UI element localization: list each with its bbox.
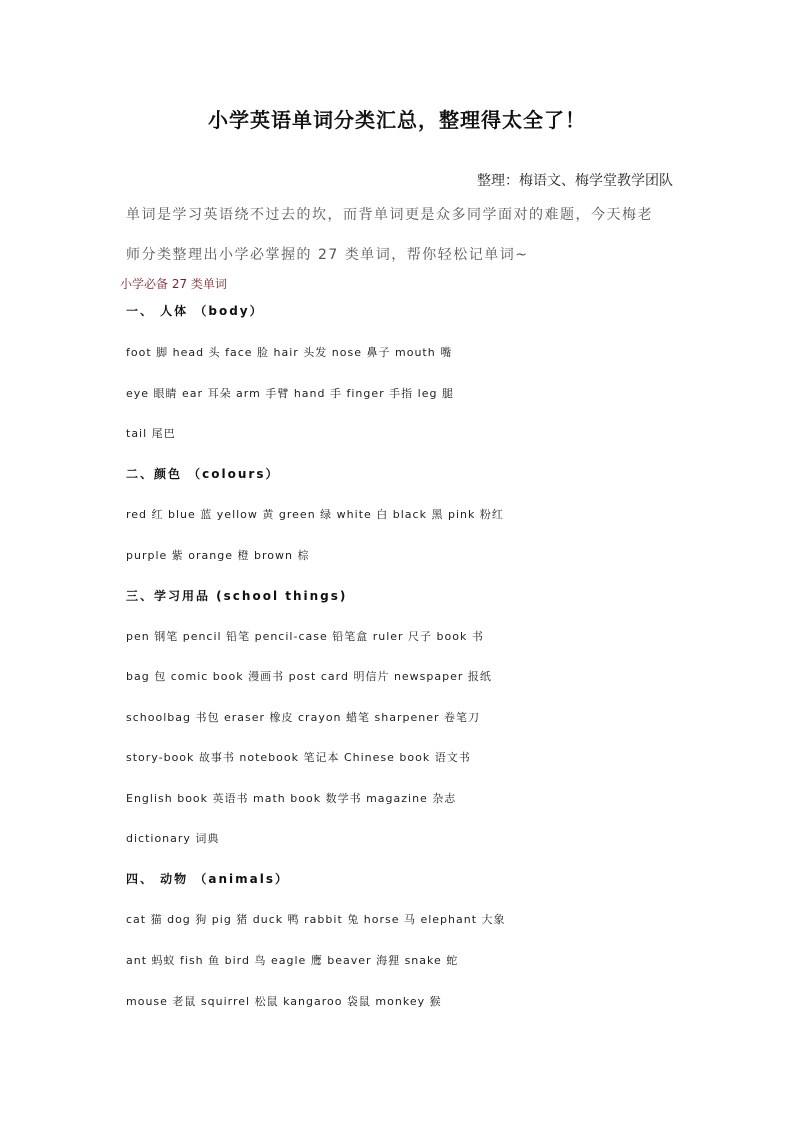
vocab-line: dictionary 词典 — [126, 832, 220, 845]
vocab-line: tail 尾巴 — [126, 427, 176, 440]
vocab-line: purple 紫 orange 橙 brown 棕 — [126, 549, 310, 562]
page-title: 小学英语单词分类汇总，整理得太全了！ — [208, 108, 586, 132]
vocab-line: schoolbag 书包 eraser 橡皮 crayon 蜡笔 sharpener 卷笔刀 — [126, 711, 480, 724]
vocab-line: foot 脚 head 头 face 脸 hair 头发 nose 鼻子 mouth 嘴 — [126, 346, 453, 359]
section-heading-body: 一、 人体 （body） — [126, 304, 264, 318]
vocab-line: mouse 老鼠 squirrel 松鼠 kangaroo 袋鼠 monkey 猴 — [126, 995, 442, 1008]
vocab-line: story-book 故事书 notebook 笔记本 Chinese book 语文书 — [126, 751, 471, 764]
subheading: 小学必备 27 类单词 — [120, 277, 227, 291]
section-heading-colours: 二、颜色 （colours） — [126, 467, 280, 481]
section-heading-animals: 四、 动物 （animals） — [126, 872, 289, 886]
vocab-line: ant 蚂蚁 fish 鱼 bird 鸟 eagle 鹰 beaver 海狸 snake 蛇 — [126, 954, 459, 967]
vocab-line: English book 英语书 math book 数学书 magazine 杂志 — [126, 792, 457, 805]
section-heading-school-things: 三、学习用品 (school things) — [126, 589, 348, 603]
vocab-line: eye 眼睛 ear 耳朵 arm 手臂 hand 手 finger 手指 leg 腿 — [126, 387, 454, 400]
intro-line-2: 师分类整理出小学必掌握的 27 类单词，帮你轻松记单词~ — [126, 247, 529, 263]
vocab-line: bag 包 comic book 漫画书 post card 明信片 newspaper 报纸 — [126, 670, 492, 683]
vocab-line: red 红 blue 蓝 yellow 黄 green 绿 white 白 black 黑 pink 粉红 — [126, 508, 504, 521]
intro-line-1: 单词是学习英语绕不过去的坎，而背单词更是众多同学面对的难题，今天梅老 — [126, 207, 653, 223]
vocab-line: pen 钢笔 pencil 铅笔 pencil-case 铅笔盒 ruler 尺子 book 书 — [126, 630, 484, 643]
author-credit: 整理：梅语文、梅学堂教学团队 — [477, 173, 673, 189]
vocab-line: cat 猫 dog 狗 pig 猪 duck 鸭 rabbit 兔 horse 马 elephant 大象 — [126, 913, 506, 926]
